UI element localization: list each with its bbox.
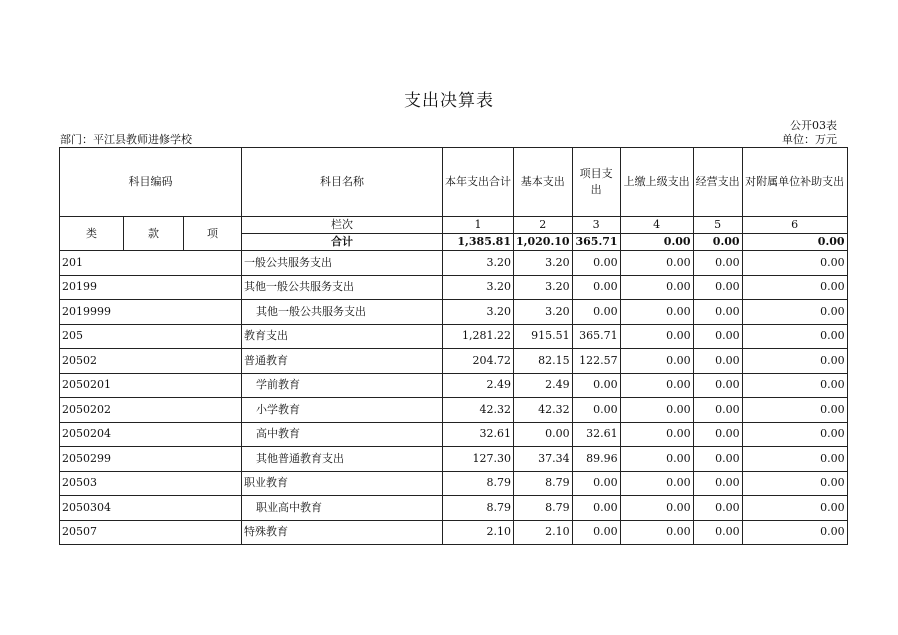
amount-cell: 0.00 — [572, 251, 620, 276]
subject-code: 2050204 — [60, 422, 242, 447]
amount-cell: 8.79 — [443, 496, 514, 521]
table-row — [60, 520, 848, 545]
amount-cell: 915.51 — [514, 324, 573, 349]
amount-cell: 0.00 — [620, 275, 693, 300]
amount-cell: 0.00 — [693, 251, 742, 276]
col-number-1: 1 — [443, 217, 514, 234]
amount-cell: 0.00 — [742, 300, 847, 325]
unit-label: 单位：万元 — [782, 133, 837, 146]
page-title: 支出决算表 — [404, 91, 494, 111]
amount-cell: 82.15 — [514, 349, 573, 374]
subject-name: 其他一般公共服务支出 — [242, 275, 443, 300]
amount-cell: 365.71 — [572, 324, 620, 349]
total-value: 1,020.10 — [514, 234, 573, 251]
subject-name: 教育支出 — [242, 324, 443, 349]
amount-cell: 3.20 — [443, 300, 514, 325]
table-row — [60, 275, 848, 300]
amount-cell: 89.96 — [572, 447, 620, 472]
amount-cell: 3.20 — [514, 275, 573, 300]
amount-cell: 8.79 — [443, 471, 514, 496]
subject-name: 学前教育 — [242, 373, 443, 398]
amount-cell: 0.00 — [620, 324, 693, 349]
header-code-group: 科目编码 — [60, 148, 242, 217]
header-xiang: 项 — [184, 217, 242, 251]
subject-code: 2050304 — [60, 496, 242, 521]
amount-cell: 0.00 — [620, 496, 693, 521]
header-col4: 上缴上级支出 — [620, 148, 693, 217]
amount-cell: 0.00 — [742, 275, 847, 300]
amount-cell: 0.00 — [572, 373, 620, 398]
table-row — [60, 447, 848, 472]
col-number-5: 5 — [693, 217, 742, 234]
amount-cell: 0.00 — [693, 496, 742, 521]
amount-cell: 0.00 — [693, 373, 742, 398]
table-row — [60, 349, 848, 374]
table-row — [60, 324, 848, 349]
table-row — [60, 300, 848, 325]
header-col1: 本年支出合计 — [443, 148, 514, 217]
subject-name: 特殊教育 — [242, 520, 443, 545]
col-number-2: 2 — [514, 217, 573, 234]
amount-cell: 0.00 — [693, 520, 742, 545]
amount-cell: 0.00 — [620, 422, 693, 447]
header-kuan: 款 — [124, 217, 184, 251]
amount-cell: 0.00 — [693, 300, 742, 325]
amount-cell: 2.10 — [443, 520, 514, 545]
header-row — [60, 148, 848, 217]
header-col6: 对附属单位补助支出 — [742, 148, 847, 217]
amount-cell: 0.00 — [620, 300, 693, 325]
amount-cell: 122.57 — [572, 349, 620, 374]
subject-name: 职业高中教育 — [242, 496, 443, 521]
department-label: 部门：平江县教师进修学校 — [60, 133, 192, 146]
amount-cell: 0.00 — [742, 447, 847, 472]
amount-cell: 8.79 — [514, 496, 573, 521]
header-lanci: 栏次 — [242, 217, 443, 234]
amount-cell: 0.00 — [620, 471, 693, 496]
subject-name: 小学教育 — [242, 398, 443, 423]
form-number: 公开03表 — [790, 119, 837, 132]
amount-cell: 32.61 — [572, 422, 620, 447]
table-row — [60, 496, 848, 521]
subject-name: 普通教育 — [242, 349, 443, 374]
amount-cell: 0.00 — [693, 324, 742, 349]
subject-code: 205 — [60, 324, 242, 349]
amount-cell: 0.00 — [620, 373, 693, 398]
table-row — [60, 471, 848, 496]
amount-cell: 37.34 — [514, 447, 573, 472]
amount-cell: 32.61 — [443, 422, 514, 447]
amount-cell: 0.00 — [620, 251, 693, 276]
column-number-row — [60, 217, 848, 234]
amount-cell: 0.00 — [693, 422, 742, 447]
amount-cell: 3.20 — [443, 275, 514, 300]
subject-code: 201 — [60, 251, 242, 276]
amount-cell: 2.49 — [443, 373, 514, 398]
subject-code: 20507 — [60, 520, 242, 545]
amount-cell: 0.00 — [742, 349, 847, 374]
amount-cell: 0.00 — [572, 398, 620, 423]
amount-cell: 3.20 — [514, 300, 573, 325]
col-number-6: 6 — [742, 217, 847, 234]
col-number-4: 4 — [620, 217, 693, 234]
subject-name: 高中教育 — [242, 422, 443, 447]
amount-cell: 0.00 — [742, 398, 847, 423]
amount-cell: 0.00 — [620, 447, 693, 472]
amount-cell: 0.00 — [620, 520, 693, 545]
table-row — [60, 373, 848, 398]
amount-cell: 0.00 — [693, 349, 742, 374]
subject-name: 职业教育 — [242, 471, 443, 496]
subject-code: 2050201 — [60, 373, 242, 398]
subject-code: 2050202 — [60, 398, 242, 423]
amount-cell: 3.20 — [443, 251, 514, 276]
total-value: 0.00 — [693, 234, 742, 251]
amount-cell: 2.49 — [514, 373, 573, 398]
amount-cell: 0.00 — [620, 398, 693, 423]
subject-code: 20503 — [60, 471, 242, 496]
total-value: 0.00 — [742, 234, 847, 251]
amount-cell: 0.00 — [742, 251, 847, 276]
header-col3: 项目支出 — [572, 148, 620, 217]
col-number-3: 3 — [572, 217, 620, 234]
amount-cell: 0.00 — [693, 398, 742, 423]
subject-name: 一般公共服务支出 — [242, 251, 443, 276]
amount-cell: 2.10 — [514, 520, 573, 545]
amount-cell: 8.79 — [514, 471, 573, 496]
total-label: 合计 — [242, 234, 443, 251]
amount-cell: 0.00 — [742, 520, 847, 545]
header-lei: 类 — [60, 217, 124, 251]
subject-code: 20199 — [60, 275, 242, 300]
amount-cell: 0.00 — [693, 471, 742, 496]
amount-cell: 0.00 — [693, 447, 742, 472]
amount-cell: 204.72 — [443, 349, 514, 374]
subject-code: 2019999 — [60, 300, 242, 325]
amount-cell: 42.32 — [443, 398, 514, 423]
amount-cell: 0.00 — [572, 275, 620, 300]
amount-cell: 0.00 — [693, 275, 742, 300]
expenditure-table — [59, 147, 848, 545]
subject-code: 2050299 — [60, 447, 242, 472]
amount-cell: 0.00 — [572, 300, 620, 325]
amount-cell: 42.32 — [514, 398, 573, 423]
total-value: 365.71 — [572, 234, 620, 251]
amount-cell: 0.00 — [742, 471, 847, 496]
amount-cell: 0.00 — [514, 422, 573, 447]
amount-cell: 0.00 — [572, 471, 620, 496]
amount-cell: 0.00 — [742, 373, 847, 398]
total-value: 0.00 — [620, 234, 693, 251]
amount-cell: 0.00 — [620, 349, 693, 374]
header-col2: 基本支出 — [514, 148, 573, 217]
subject-code: 20502 — [60, 349, 242, 374]
subject-name: 其他普通教育支出 — [242, 447, 443, 472]
total-value: 1,385.81 — [443, 234, 514, 251]
table-row — [60, 251, 848, 276]
amount-cell: 0.00 — [572, 520, 620, 545]
subject-name: 其他一般公共服务支出 — [242, 300, 443, 325]
amount-cell: 1,281.22 — [443, 324, 514, 349]
amount-cell: 3.20 — [514, 251, 573, 276]
table-row — [60, 398, 848, 423]
header-name: 科目名称 — [242, 148, 443, 217]
amount-cell: 0.00 — [742, 422, 847, 447]
amount-cell: 0.00 — [742, 496, 847, 521]
amount-cell: 0.00 — [742, 324, 847, 349]
header-col5: 经营支出 — [693, 148, 742, 217]
amount-cell: 127.30 — [443, 447, 514, 472]
table-row — [60, 422, 848, 447]
amount-cell: 0.00 — [572, 496, 620, 521]
